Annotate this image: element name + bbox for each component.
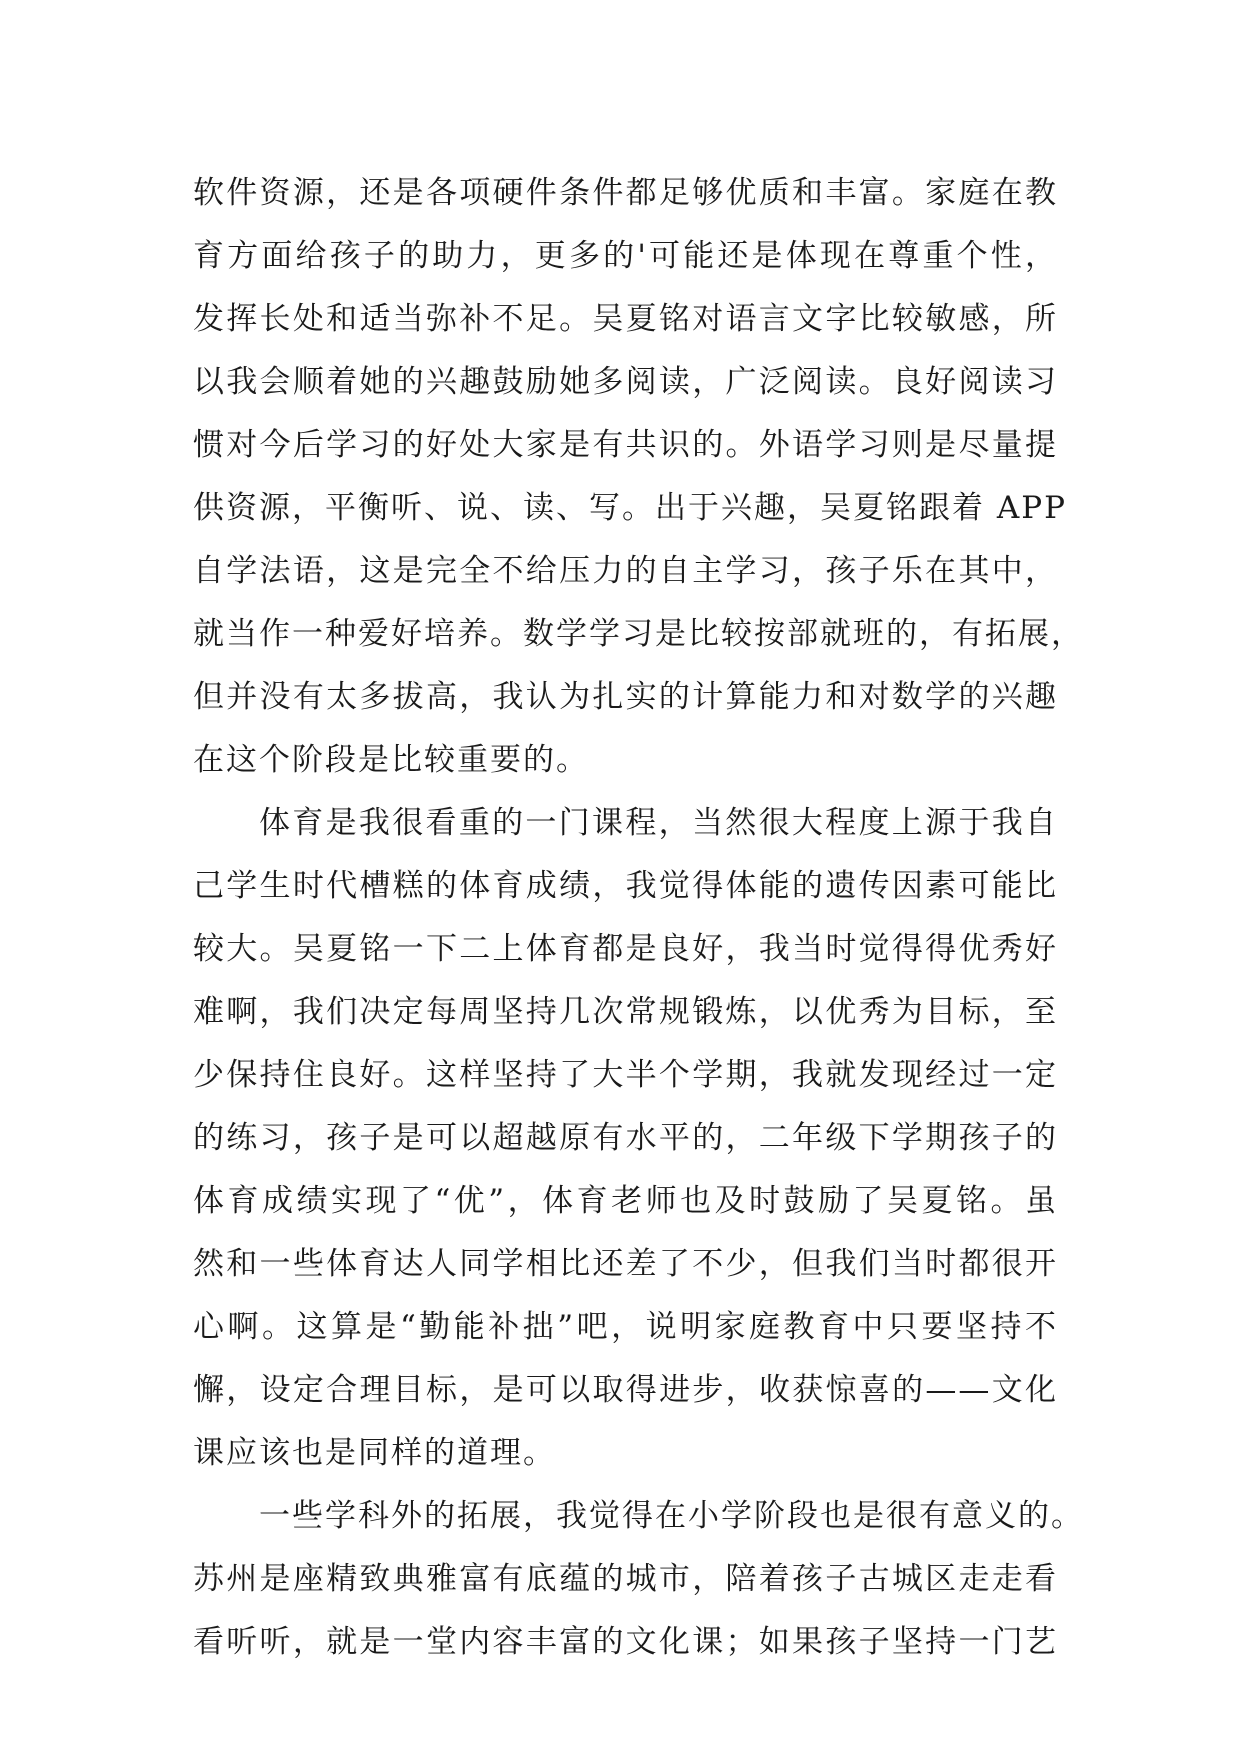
text-line: 育方面给孩子的助力，更多的'可能还是体现在尊重个性， [193,238,1058,274]
text-line: 体育是我很看重的一门课程，当然很大程度上源于我自 [259,805,1058,841]
text-line: 但并没有太多拔高，我认为扎实的计算能力和对数学的兴趣 [193,679,1058,715]
text-line: 己学生时代槽糕的体育成绩，我觉得体能的遗传因素可能比 [193,868,1058,904]
text-line: 较大。吴夏铭一下二上体育都是良好，我当时觉得得优秀好 [193,931,1058,967]
text-line: 苏州是座精致典雅富有底蕴的城市，陪着孩子古城区走走看 [193,1561,1058,1597]
paragraph-3 [193,1485,1084,1674]
paragraph-2 [193,792,1058,1485]
text-line: 难啊，我们决定每周坚持几次常规锻炼，以优秀为目标，至 [193,994,1058,1030]
text-line: 的练习，孩子是可以超越原有水平的，二年级下学期孩子的 [193,1120,1058,1156]
text-line: 就当作一种爱好培养。数学学习是比较按部就班的，有拓展， [193,616,1084,652]
text-line: 懈，设定合理目标，是可以取得进步，收获惊喜的——文化 [193,1372,1058,1408]
paragraph-1 [193,162,1084,792]
text-line: 体育成绩实现了“优”，体育老师也及时鼓励了吴夏铭。虽 [193,1183,1058,1219]
document-body [193,162,1084,1674]
text-line: 惯对今后学习的好处大家是有共识的。外语学习则是尽量提 [193,427,1058,463]
text-line: 供资源，平衡听、说、读、写。出于兴趣，吴夏铭跟着 APP [193,490,1067,526]
text-line: 软件资源，还是各项硬件条件都足够优质和丰富。家庭在教 [193,175,1058,211]
text-line: 课应该也是同样的道理。 [193,1435,556,1471]
text-line: 然和一些体育达人同学相比还差了不少，但我们当时都很开 [193,1246,1058,1282]
text-line: 发挥长处和适当弥补不足。吴夏铭对语言文字比较敏感，所 [193,301,1058,337]
text-line: 少保持住良好。这样坚持了大半个学期，我就发现经过一定 [193,1057,1058,1093]
text-line: 在这个阶段是比较重要的。 [193,742,589,778]
text-line: 心啊。这算是“勤能补拙”吧，说明家庭教育中只要坚持不 [193,1309,1058,1345]
text-line: 一些学科外的拓展，我觉得在小学阶段也是很有意义的。 [259,1498,1084,1534]
text-line: 看听听，就是一堂内容丰富的文化课；如果孩子坚持一门艺 [193,1624,1058,1660]
text-line: 自学法语，这是完全不给压力的自主学习，孩子乐在其中， [193,553,1058,589]
text-line: 以我会顺着她的兴趣鼓励她多阅读，广泛阅读。良好阅读习 [193,364,1058,400]
